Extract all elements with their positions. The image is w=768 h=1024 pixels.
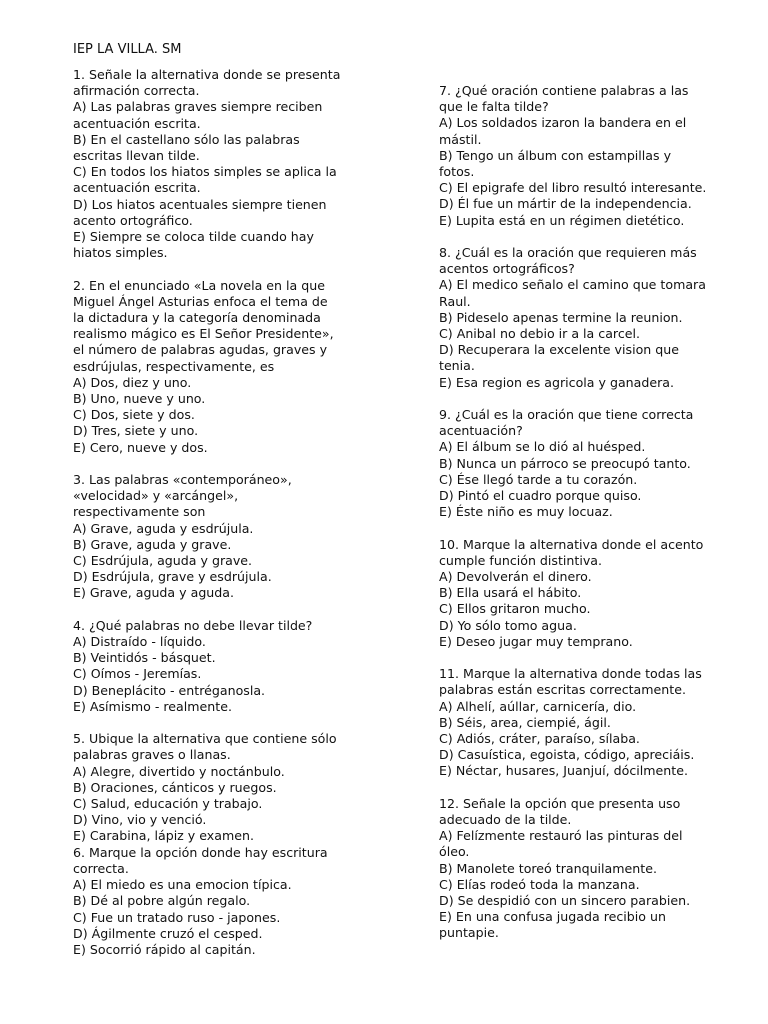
question-1 bbox=[73, 67, 363, 261]
answer-option: C) Oímos - Jeremías. bbox=[73, 666, 202, 682]
answer-option: E) Néctar, husares, Juanjuí, dócilmente. bbox=[439, 763, 688, 779]
question-3 bbox=[73, 472, 363, 602]
answer-option: A) Alhelí, aúllar, carnicería, dio. bbox=[439, 698, 637, 714]
question-text: correcta. bbox=[73, 860, 129, 876]
question-text: esdrújulas, respectivamente, es bbox=[73, 358, 275, 374]
answer-option: A) Grave, aguda y esdrújula. bbox=[73, 520, 254, 536]
question-2 bbox=[73, 278, 363, 456]
answer-option: D) Yo sólo tomo agua. bbox=[439, 617, 577, 633]
answer-option: hiatos simples. bbox=[73, 245, 168, 261]
question-text: 2. En el enunciado «La novela en la que bbox=[73, 277, 325, 293]
answer-option: D) Recuperara la excelente vision que bbox=[439, 342, 679, 358]
document-header: IEP LA VILLA. SM bbox=[73, 42, 182, 57]
question-text: palabras están escritas correctamente. bbox=[439, 682, 686, 698]
question-text: 8. ¿Cuál es la oración que requieren más bbox=[439, 245, 697, 261]
question-text: la dictadura y la categoría denominada bbox=[73, 310, 321, 326]
question-text: que le falta tilde? bbox=[439, 99, 549, 115]
answer-option: B) Ella usará el hábito. bbox=[439, 585, 582, 601]
question-text: 5. Ubique la alternativa que contiene sólo bbox=[73, 731, 337, 747]
answer-option: D) Tres, siete y uno. bbox=[73, 423, 199, 439]
answer-option: C) Adiós, cráter, paraíso, sílaba. bbox=[439, 731, 640, 747]
answer-option: D) Esdrújula, grave y esdrújula. bbox=[73, 569, 272, 585]
answer-option: E) Lupita está en un régimen dietético. bbox=[439, 212, 685, 228]
question-text: 11. Marque la alternativa donde todas las bbox=[439, 666, 702, 682]
question-text: cumple función distintiva. bbox=[439, 552, 603, 568]
question-text: 7. ¿Qué oración contiene palabras a las bbox=[439, 83, 689, 98]
answer-option: B) Oraciones, cánticos y ruegos. bbox=[73, 779, 277, 795]
answer-option: C) El epigrafe del libro resultó interesante. bbox=[439, 180, 707, 196]
answer-option: D) Los hiatos acentuales siempre tienen bbox=[73, 196, 327, 212]
answer-option: E) Éste niño es muy locuaz. bbox=[439, 504, 613, 520]
question-10 bbox=[439, 537, 739, 650]
answer-option: B) Dé al pobre algún regalo. bbox=[73, 893, 251, 909]
answer-option: E) Esa region es agricola y ganadera. bbox=[439, 374, 675, 390]
question-12 bbox=[439, 796, 739, 942]
question-6 bbox=[73, 845, 363, 958]
answer-option: C) Elías rodeó toda la manzana. bbox=[439, 876, 640, 892]
question-text: 12. Señale la opción que presenta uso bbox=[439, 795, 681, 811]
question-text: 10. Marque la alternativa donde el acento bbox=[439, 536, 704, 552]
answer-option: C) Fue un tratado ruso - japones. bbox=[73, 909, 281, 925]
question-text: 4. ¿Qué palabras no debe llevar tilde? bbox=[73, 617, 313, 633]
question-text: Miguel Ángel Asturias enfoca el tema de bbox=[73, 293, 328, 309]
answer-option: B) Veintidós - básquet. bbox=[73, 650, 216, 666]
answer-option: E) Deseo jugar muy temprano. bbox=[439, 633, 633, 649]
answer-option: acentuación escrita. bbox=[73, 115, 201, 131]
answer-option: D) Casuística, egoista, código, apreciáis. bbox=[439, 747, 695, 763]
question-7 bbox=[439, 83, 739, 229]
answer-option: C) Esdrújula, aguda y grave. bbox=[73, 553, 253, 569]
answer-option: B) En el castellano sólo las palabras bbox=[73, 131, 300, 147]
answer-option: D) Beneplácito - entréganosla. bbox=[73, 682, 266, 698]
answer-option: acento ortográfico. bbox=[73, 212, 193, 228]
answer-option: A) El medico señalo el camino que tomara bbox=[439, 277, 706, 293]
answer-option: A) Felízmente restauró las pinturas del bbox=[439, 828, 683, 844]
question-text: palabras graves o llanas. bbox=[73, 747, 231, 763]
question-text: el número de palabras agudas, graves y bbox=[73, 342, 328, 358]
answer-option: A) Alegre, divertido y noctánbulo. bbox=[73, 763, 285, 779]
answer-option: A) El miedo es una emocion típica. bbox=[73, 877, 292, 893]
answer-option: E) Cero, nueve y dos. bbox=[73, 439, 208, 455]
answer-option: A) Devolverán el dinero. bbox=[439, 569, 592, 585]
answer-option: C) Anibal no debio ir a la carcel. bbox=[439, 326, 640, 342]
answer-option: A) Los soldados izaron la bandera en el bbox=[439, 115, 687, 131]
answer-option: C) Ellos gritaron mucho. bbox=[439, 601, 591, 617]
answer-option: escritas llevan tilde. bbox=[73, 148, 200, 164]
answer-option: D) Ágilmente cruzó el cesped. bbox=[73, 925, 263, 941]
answer-option: óleo. bbox=[439, 844, 470, 860]
question-text: «velocidad» y «arcángel», bbox=[73, 488, 239, 504]
answer-option: E) Asímismo - realmente. bbox=[73, 698, 232, 714]
answer-option: B) Grave, aguda y grave. bbox=[73, 536, 232, 552]
answer-option: E) Socorrió rápido al capitán. bbox=[73, 941, 256, 957]
answer-option: A) Las palabras graves siempre reciben bbox=[73, 99, 323, 115]
question-text: respectivamente son bbox=[73, 504, 206, 520]
question-4 bbox=[73, 618, 363, 715]
answer-option: E) Siempre se coloca tilde cuando hay bbox=[73, 229, 314, 245]
question-text: acentuación? bbox=[439, 423, 523, 439]
question-text: 1. Señale la alternativa donde se presenta bbox=[73, 67, 341, 82]
question-text: realismo mágico es El Señor Presidente», bbox=[73, 326, 334, 342]
answer-option: puntapie. bbox=[439, 925, 499, 941]
answer-option: fotos. bbox=[439, 164, 475, 180]
answer-option: B) Pideselo apenas termine la reunion. bbox=[439, 309, 683, 325]
answer-option: E) En una confusa jugada recibio un bbox=[439, 909, 666, 925]
answer-option: acentuación escrita. bbox=[73, 180, 201, 196]
answer-option: C) En todos los hiatos simples se aplica la bbox=[73, 164, 337, 180]
question-text: 3. Las palabras «contemporáneo», bbox=[73, 472, 292, 488]
question-text: 6. Marque la opción donde hay escritura bbox=[73, 844, 328, 860]
answer-option: tenia. bbox=[439, 358, 475, 374]
answer-option: B) Séis, area, ciempié, ágil. bbox=[439, 714, 611, 730]
answer-option: E) Carabina, lápiz y examen. bbox=[73, 828, 254, 844]
answer-option: C) Dos, siete y dos. bbox=[73, 407, 195, 423]
answer-option: B) Tengo un álbum con estampillas y bbox=[439, 147, 672, 163]
answer-option: D) Pintó el cuadro porque quiso. bbox=[439, 488, 642, 504]
answer-option: D) Vino, vio y venció. bbox=[73, 812, 207, 828]
answer-option: mástil. bbox=[439, 131, 482, 147]
answer-option: C) Ése llegó tarde a tu corazón. bbox=[439, 471, 638, 487]
answer-option: B) Manolete toreó tranquilamente. bbox=[439, 860, 657, 876]
answer-option: D) Se despidió con un sincero parabien. bbox=[439, 893, 691, 909]
question-11 bbox=[439, 666, 739, 779]
left-column bbox=[73, 67, 363, 958]
question-5 bbox=[73, 731, 363, 844]
question-9 bbox=[439, 407, 739, 520]
answer-option: A) El álbum se lo dió al huésped. bbox=[439, 439, 646, 455]
question-text: acentos ortográficos? bbox=[439, 261, 575, 277]
question-8 bbox=[439, 245, 739, 391]
question-text: 9. ¿Cuál es la oración que tiene correcta bbox=[439, 407, 694, 423]
answer-option: D) Él fue un mártir de la independencia. bbox=[439, 196, 692, 212]
answer-option: A) Dos, diez y uno. bbox=[73, 374, 192, 390]
answer-option: C) Salud, educación y trabajo. bbox=[73, 796, 263, 812]
answer-option: E) Grave, aguda y aguda. bbox=[73, 585, 235, 601]
right-column bbox=[439, 83, 739, 942]
answer-option: Raul. bbox=[439, 293, 471, 309]
answer-option: B) Uno, nueve y uno. bbox=[73, 391, 206, 407]
question-text: afirmación correcta. bbox=[73, 83, 200, 99]
answer-option: A) Distraído - líquido. bbox=[73, 634, 206, 650]
answer-option: B) Nunca un párroco se preocupó tanto. bbox=[439, 455, 691, 471]
question-text: adecuado de la tilde. bbox=[439, 812, 572, 828]
